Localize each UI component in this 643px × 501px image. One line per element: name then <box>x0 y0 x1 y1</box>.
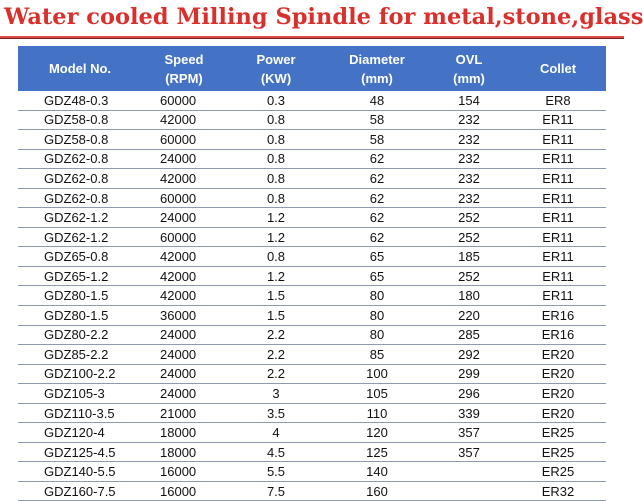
table-row <box>18 247 606 267</box>
cell-speed: 24000 <box>142 364 226 384</box>
table-row <box>18 286 606 306</box>
table-row <box>18 306 606 326</box>
cell-diameter: 105 <box>326 384 428 404</box>
header-power-line: (KW) <box>260 70 292 86</box>
cell-model-no: GDZ80-1.5 <box>18 286 142 306</box>
cell-diameter: 140 <box>326 462 428 482</box>
header-ovl-line: OVL <box>455 51 483 67</box>
table-row <box>18 325 606 345</box>
cell-power: 4 <box>226 423 326 443</box>
cell-power: 1.5 <box>226 286 326 306</box>
cell-power: 0.8 <box>226 247 326 267</box>
cell-diameter: 100 <box>326 364 428 384</box>
cell-collet: ER11 <box>510 188 606 208</box>
table-row <box>18 462 606 482</box>
table-row <box>18 208 606 228</box>
cell-power: 3 <box>226 384 326 404</box>
cell-collet: ER11 <box>510 208 606 228</box>
cell-collet: ER16 <box>510 325 606 345</box>
cell-model-no: GDZ62-0.8 <box>18 169 142 189</box>
cell-collet: ER11 <box>510 247 606 267</box>
cell-diameter: 65 <box>326 247 428 267</box>
cell-ovl: 185 <box>428 247 510 267</box>
cell-speed: 36000 <box>142 306 226 326</box>
cell-collet: ER11 <box>510 110 606 130</box>
cell-collet: ER20 <box>510 403 606 423</box>
cell-power: 4.5 <box>226 442 326 462</box>
spindle-table-container <box>18 46 606 501</box>
cell-collet: ER11 <box>510 266 606 286</box>
header-row <box>18 46 606 91</box>
cell-power: 0.8 <box>226 130 326 150</box>
header-ovl-line: (mm) <box>453 70 485 86</box>
header-ovl <box>428 46 510 91</box>
cell-diameter: 125 <box>326 442 428 462</box>
cell-model-no: GDZ62-0.8 <box>18 188 142 208</box>
header-speed <box>142 46 226 91</box>
cell-speed: 60000 <box>142 130 226 150</box>
header-collet <box>510 46 606 91</box>
page-title: Water cooled Milling Spindle for metal,stone,glass <box>4 4 643 30</box>
cell-power: 1.2 <box>226 208 326 228</box>
cell-diameter: 120 <box>326 423 428 443</box>
cell-collet: ER25 <box>510 423 606 443</box>
cell-ovl: 220 <box>428 306 510 326</box>
cell-model-no: GDZ140-5.5 <box>18 462 142 482</box>
cell-power: 0.3 <box>226 91 326 110</box>
cell-collet: ER25 <box>510 442 606 462</box>
cell-diameter: 110 <box>326 403 428 423</box>
cell-diameter: 160 <box>326 481 428 501</box>
cell-diameter: 80 <box>326 306 428 326</box>
cell-model-no: GDZ58-0.8 <box>18 130 142 150</box>
table-row <box>18 442 606 462</box>
header-speed-line: Speed <box>164 51 204 67</box>
cell-model-no: GDZ65-1.2 <box>18 266 142 286</box>
table-row <box>18 188 606 208</box>
cell-collet: ER11 <box>510 149 606 169</box>
cell-ovl: 285 <box>428 325 510 345</box>
table-row <box>18 149 606 169</box>
cell-power: 0.8 <box>226 149 326 169</box>
cell-model-no: GDZ62-1.2 <box>18 227 142 247</box>
cell-speed: 60000 <box>142 91 226 110</box>
table-row <box>18 227 606 247</box>
cell-speed: 16000 <box>142 481 226 501</box>
cell-power: 5.5 <box>226 462 326 482</box>
cell-model-no: GDZ62-1.2 <box>18 208 142 228</box>
cell-ovl: 357 <box>428 442 510 462</box>
cell-diameter: 62 <box>326 208 428 228</box>
spindle-spec-table <box>18 46 606 501</box>
table-row <box>18 423 606 443</box>
header-diameter <box>326 46 428 91</box>
cell-model-no: GDZ58-0.8 <box>18 110 142 130</box>
cell-diameter: 62 <box>326 188 428 208</box>
cell-power: 1.2 <box>226 266 326 286</box>
header-model-no-line: Model No. <box>48 61 112 76</box>
cell-power: 0.8 <box>226 110 326 130</box>
cell-ovl: 252 <box>428 208 510 228</box>
cell-speed: 42000 <box>142 169 226 189</box>
cell-model-no: GDZ80-1.5 <box>18 306 142 326</box>
cell-power: 1.2 <box>226 227 326 247</box>
cell-speed: 18000 <box>142 423 226 443</box>
table-row <box>18 91 606 110</box>
cell-model-no: GDZ85-2.2 <box>18 345 142 365</box>
cell-collet: ER11 <box>510 286 606 306</box>
table-row <box>18 403 606 423</box>
table-body <box>18 91 606 501</box>
cell-collet: ER32 <box>510 481 606 501</box>
table-row <box>18 384 606 404</box>
cell-model-no: GDZ120-4 <box>18 423 142 443</box>
cell-diameter: 80 <box>326 325 428 345</box>
cell-model-no: GDZ105-3 <box>18 384 142 404</box>
table-row <box>18 110 606 130</box>
header-diameter-line: (mm) <box>361 70 393 86</box>
cell-speed: 60000 <box>142 227 226 247</box>
cell-speed: 42000 <box>142 247 226 267</box>
table-row <box>18 481 606 501</box>
cell-speed: 16000 <box>142 462 226 482</box>
title-divider-shadow <box>0 38 624 39</box>
cell-model-no: GDZ65-0.8 <box>18 247 142 267</box>
cell-ovl: 296 <box>428 384 510 404</box>
table-row <box>18 130 606 150</box>
header-power-line: Power <box>256 51 296 67</box>
cell-diameter: 62 <box>326 149 428 169</box>
header-diameter-line: Diameter <box>349 51 405 67</box>
cell-model-no: GDZ80-2.2 <box>18 325 142 345</box>
cell-speed: 18000 <box>142 442 226 462</box>
cell-speed: 42000 <box>142 110 226 130</box>
cell-ovl: 180 <box>428 286 510 306</box>
cell-ovl: 357 <box>428 423 510 443</box>
cell-model-no: GDZ125-4.5 <box>18 442 142 462</box>
cell-ovl: 154 <box>428 91 510 110</box>
cell-collet: ER25 <box>510 462 606 482</box>
cell-speed: 60000 <box>142 188 226 208</box>
cell-speed: 42000 <box>142 266 226 286</box>
cell-ovl: 232 <box>428 169 510 189</box>
cell-power: 0.8 <box>226 169 326 189</box>
cell-collet: ER16 <box>510 306 606 326</box>
cell-diameter: 65 <box>326 266 428 286</box>
cell-power: 1.5 <box>226 306 326 326</box>
cell-speed: 24000 <box>142 208 226 228</box>
cell-model-no: GDZ110-3.5 <box>18 403 142 423</box>
cell-collet: ER11 <box>510 130 606 150</box>
cell-model-no: GDZ100-2.2 <box>18 364 142 384</box>
cell-ovl: 299 <box>428 364 510 384</box>
header-speed-line: (RPM) <box>165 70 203 86</box>
header-power <box>226 46 326 91</box>
cell-diameter: 85 <box>326 345 428 365</box>
cell-speed: 24000 <box>142 345 226 365</box>
table-row <box>18 169 606 189</box>
table-row <box>18 266 606 286</box>
cell-speed: 24000 <box>142 149 226 169</box>
cell-diameter: 62 <box>326 227 428 247</box>
cell-ovl: 232 <box>428 188 510 208</box>
table-header <box>18 46 606 91</box>
cell-power: 2.2 <box>226 364 326 384</box>
cell-diameter: 80 <box>326 286 428 306</box>
cell-collet: ER20 <box>510 384 606 404</box>
cell-diameter: 58 <box>326 110 428 130</box>
cell-ovl: 252 <box>428 227 510 247</box>
cell-power: 3.5 <box>226 403 326 423</box>
table-row <box>18 364 606 384</box>
cell-diameter: 62 <box>326 169 428 189</box>
cell-model-no: GDZ160-7.5 <box>18 481 142 501</box>
cell-ovl <box>428 462 510 482</box>
cell-diameter: 48 <box>326 91 428 110</box>
cell-ovl: 232 <box>428 149 510 169</box>
cell-ovl <box>428 481 510 501</box>
cell-power: 2.2 <box>226 345 326 365</box>
cell-ovl: 232 <box>428 130 510 150</box>
cell-collet: ER8 <box>510 91 606 110</box>
cell-speed: 24000 <box>142 325 226 345</box>
cell-model-no: GDZ48-0.3 <box>18 91 142 110</box>
cell-ovl: 339 <box>428 403 510 423</box>
cell-power: 0.8 <box>226 188 326 208</box>
cell-collet: ER11 <box>510 169 606 189</box>
cell-speed: 24000 <box>142 384 226 404</box>
cell-diameter: 58 <box>326 130 428 150</box>
cell-power: 7.5 <box>226 481 326 501</box>
cell-ovl: 292 <box>428 345 510 365</box>
cell-collet: ER20 <box>510 345 606 365</box>
cell-speed: 42000 <box>142 286 226 306</box>
cell-ovl: 252 <box>428 266 510 286</box>
cell-model-no: GDZ62-0.8 <box>18 149 142 169</box>
table-row <box>18 345 606 365</box>
header-collet-line: Collet <box>539 61 577 76</box>
cell-ovl: 232 <box>428 110 510 130</box>
cell-speed: 21000 <box>142 403 226 423</box>
header-model-no <box>18 46 142 91</box>
cell-collet: ER11 <box>510 227 606 247</box>
cell-power: 2.2 <box>226 325 326 345</box>
cell-collet: ER20 <box>510 364 606 384</box>
